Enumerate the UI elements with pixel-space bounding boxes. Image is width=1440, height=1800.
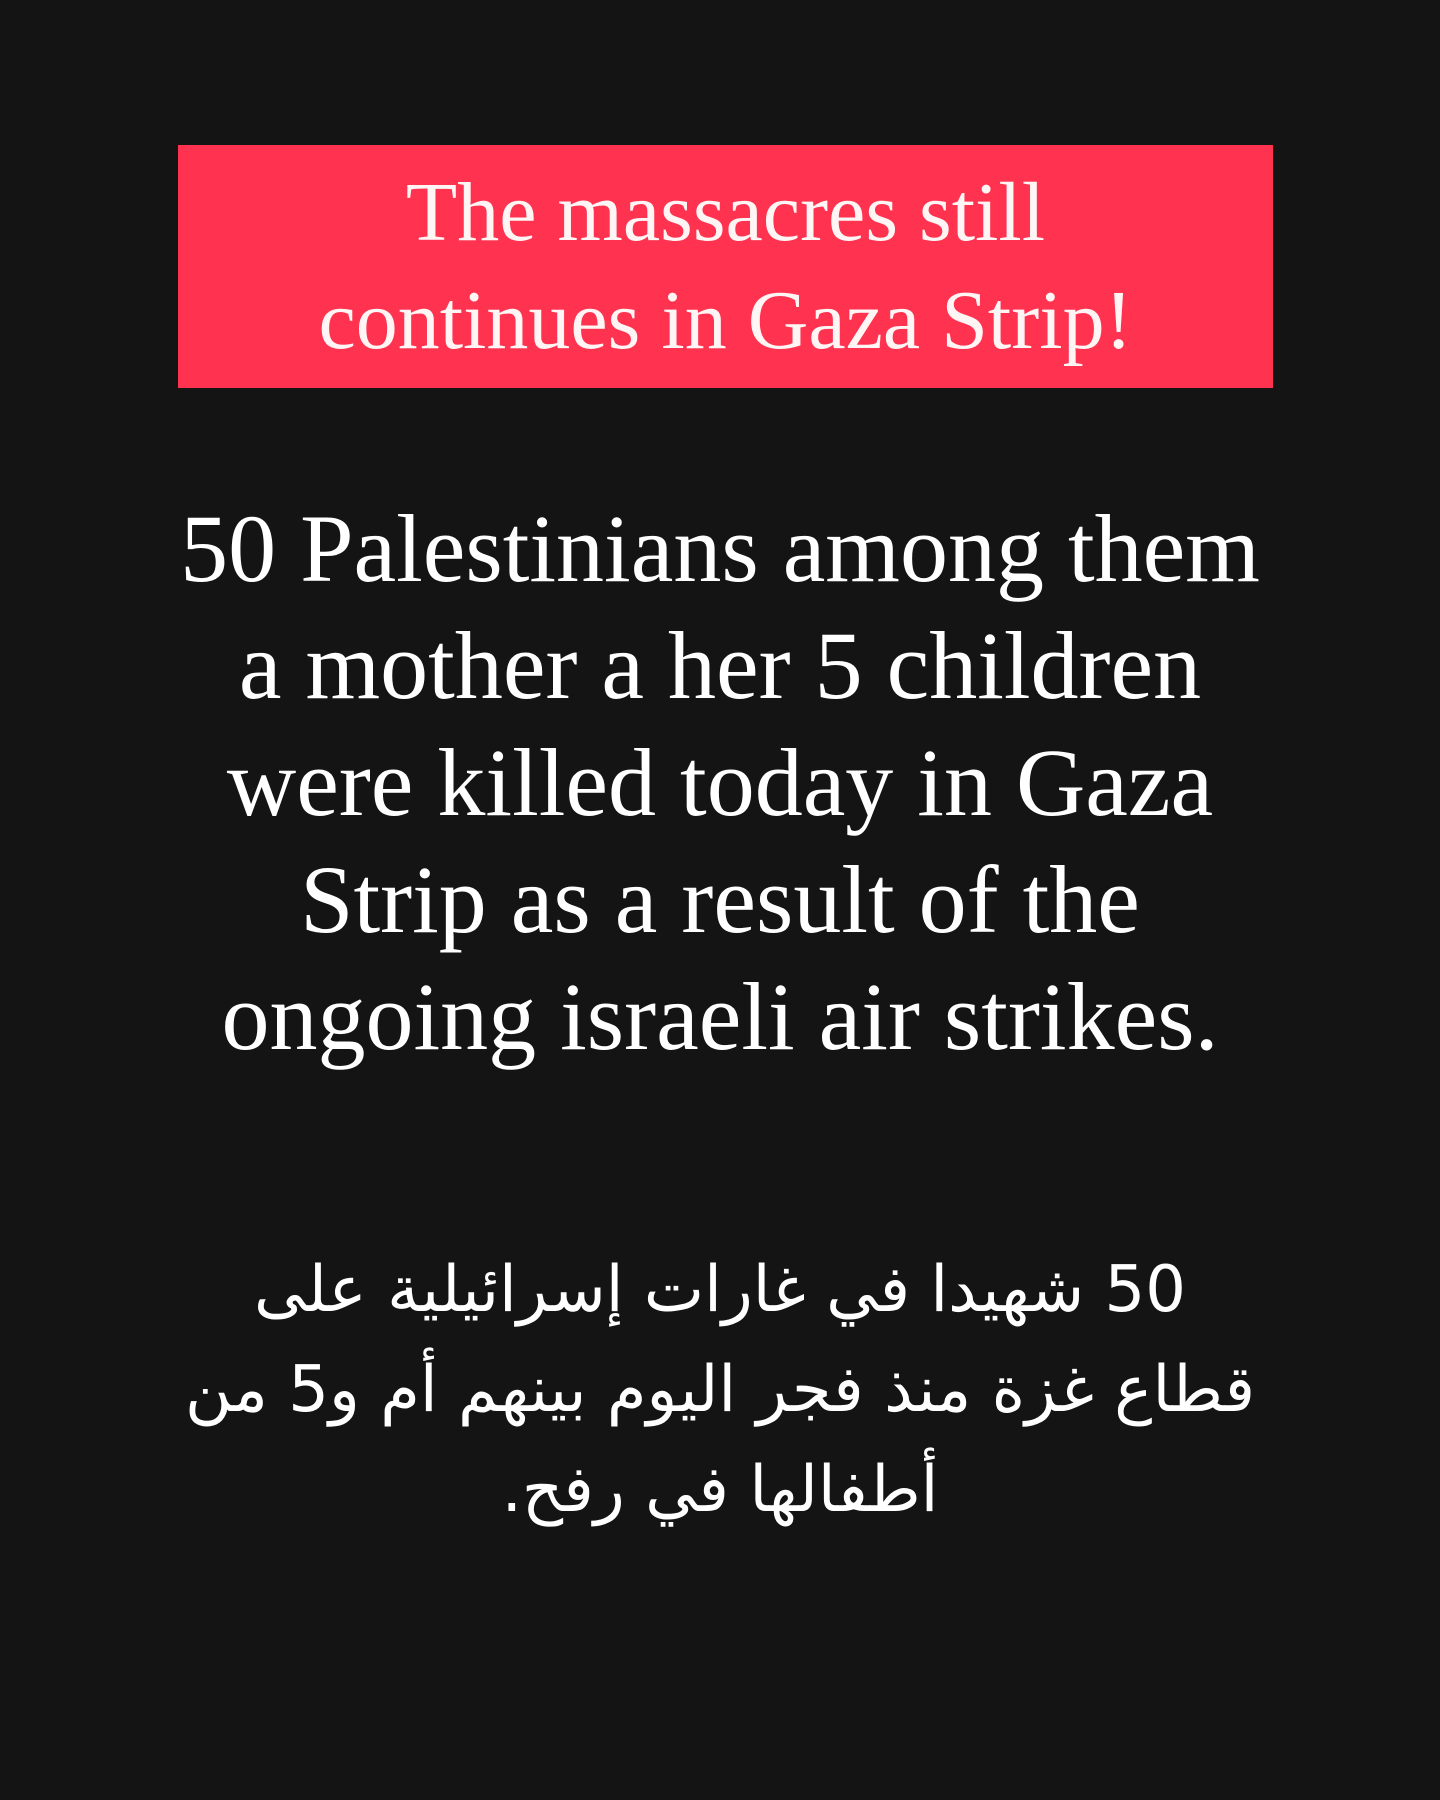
headline-banner <box>178 145 1273 388</box>
arabic-body-text: 50 شهيدا في غارات إسرائيلية على قطاع غزة منذ فجر اليوم بينهم أم و5 من أطفالها في رفح. <box>184 1253 1256 1527</box>
headline-text: The massacres still continues in Gaza Strip! <box>318 165 1133 367</box>
english-body-text: 50 Palestinians among them a mother a her 5 children were killed today in Gaza Strip as a result of the ongoing israeli air strikes. <box>180 495 1260 1070</box>
